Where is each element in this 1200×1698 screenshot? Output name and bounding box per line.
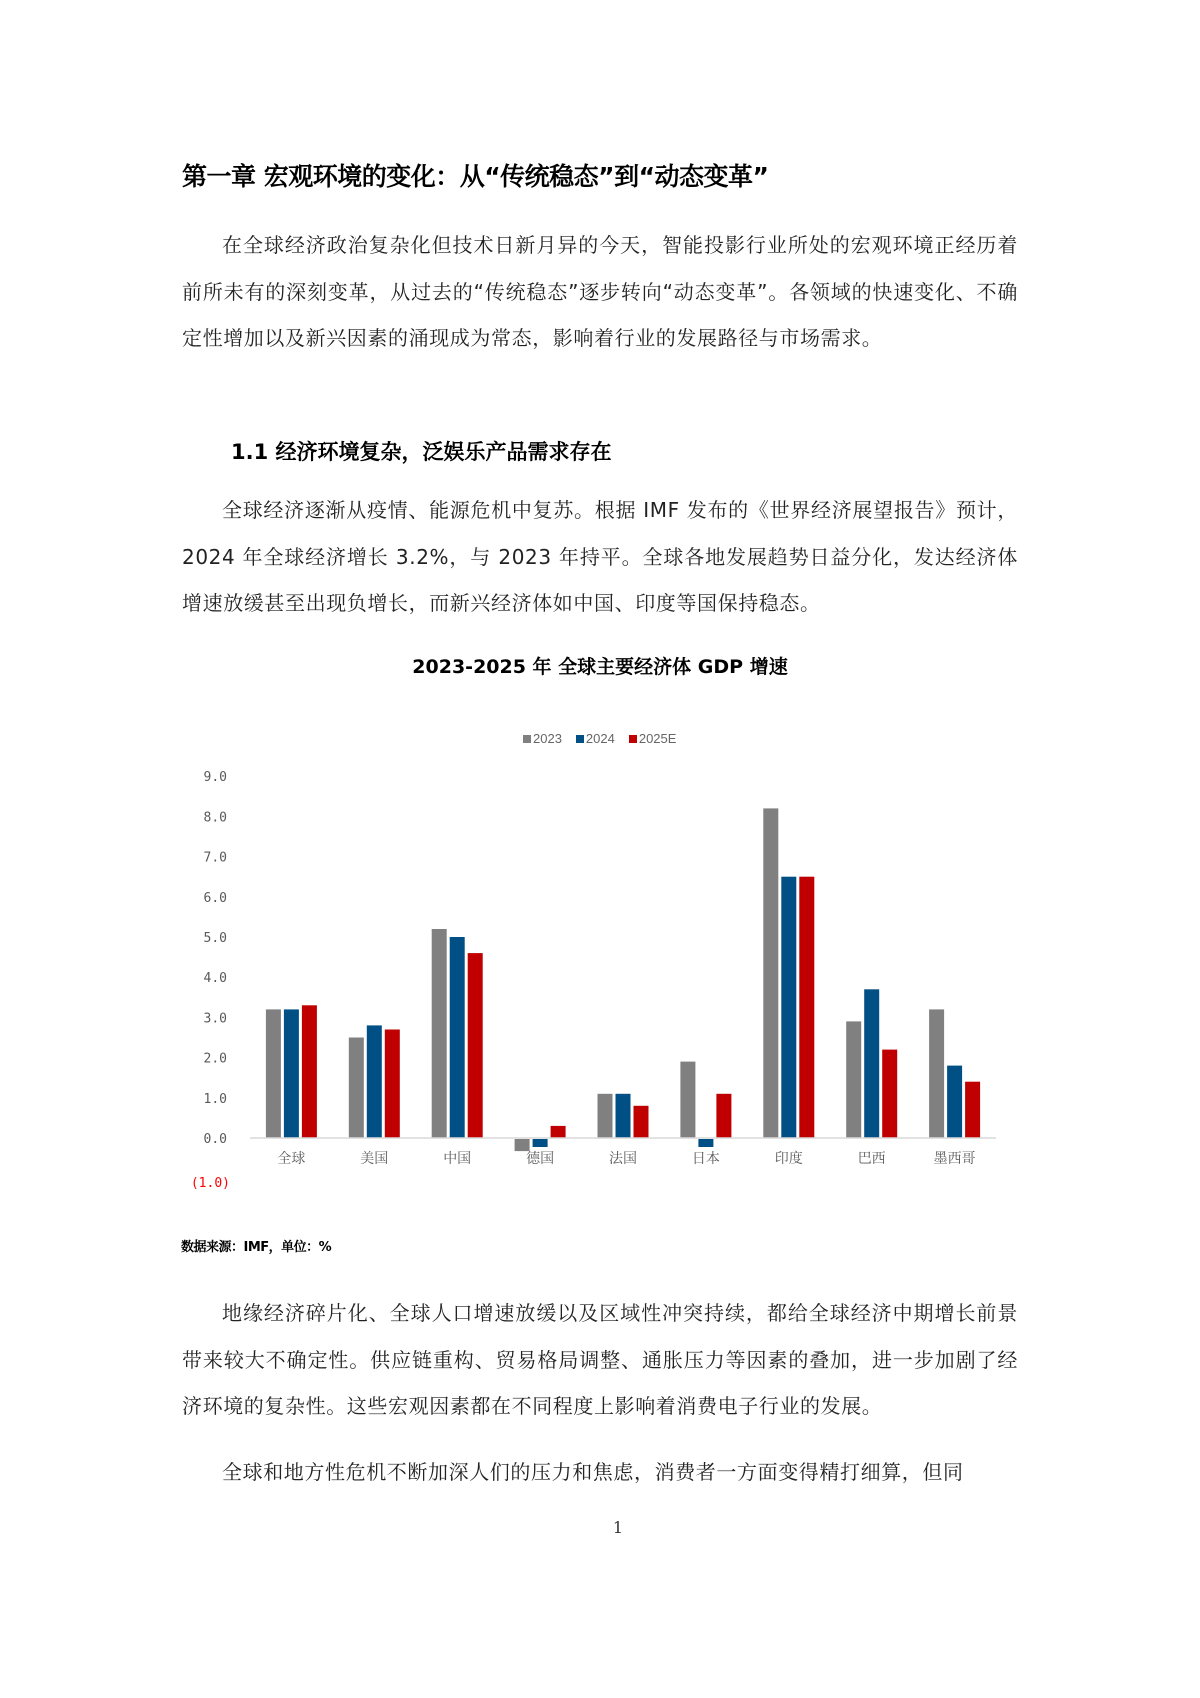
y-tick-label: 9.0 [203,770,227,786]
chapter-title: 第一章 宏观环境的变化：从“传统稳态”到“动态变革” [182,162,769,191]
bar-2023 [432,929,447,1138]
bar-2024 [533,1139,548,1147]
bar-2025E [551,1126,566,1138]
bar-2024 [284,1009,299,1138]
bar-2023 [598,1094,613,1138]
x-category-label: 法国 [609,1151,637,1167]
bar-2024 [947,1066,962,1138]
consumer-paragraph: 全球和地方性危机不断加深人们的压力和焦虑，消费者一方面变得精打细算，但同 [222,1460,964,1484]
x-category-label: 全球 [277,1151,306,1167]
source-note: 数据来源：IMF，单位：% [181,1240,332,1255]
section-title: 1.1 经济环境复杂，泛娱乐产品需求存在 [231,440,612,464]
x-category-label: 墨西哥 [933,1151,976,1167]
y-tick-label: (1.0) [190,1176,230,1192]
page-number: 1 [612,1518,624,1537]
legend-label: 2024 [585,731,615,746]
bar-2024 [864,989,879,1138]
bar-2023 [349,1038,364,1139]
y-tick-label: 1.0 [203,1091,227,1107]
y-tick-label: 4.0 [203,971,227,987]
legend-label: 2023 [533,731,562,746]
bar-2025E [302,1005,317,1138]
y-tick-label: 7.0 [203,850,227,866]
bar-2023 [763,808,778,1138]
bar-2025E [634,1106,649,1138]
x-category-label: 美国 [360,1151,389,1167]
x-category-label: 德国 [526,1151,555,1167]
bar-2025E [965,1082,980,1138]
bar-2025E [385,1030,400,1139]
bar-2024 [367,1025,382,1138]
geo-paragraph: 地缘经济碎片化、全球人口增速放缓以及区域性冲突持续，都给全球经济中期增长前景带来较大不确定性。供应链重构、贸易格局调整、通胀压力等因素的叠加，进一步加剧了经济环境的复杂性。这些宏观因素都在不同程度上影响着消费电子行业的发展。 [182,1301,1018,1419]
bar-2023 [929,1009,944,1138]
bar-2024 [698,1139,713,1147]
y-tick-label: 8.0 [203,810,227,826]
x-category-label: 印度 [774,1151,803,1167]
bar-2025E [716,1094,731,1138]
y-tick-label: 6.0 [203,890,227,906]
bar-2024 [781,877,796,1138]
bar-2023 [515,1139,530,1151]
x-category-label: 巴西 [857,1151,886,1167]
bar-2023 [680,1062,695,1138]
legend-label: 2025E [638,731,677,746]
chart-title-text: 2023-2025 年 全球主要经济体 GDP 增速 [412,656,788,678]
bar-2024 [450,937,465,1138]
bar-2024 [616,1094,631,1138]
y-tick-label: 5.0 [203,931,227,946]
bar-2023 [846,1021,861,1138]
bar-2023 [266,1009,281,1138]
intro-paragraph: 在全球经济政治复杂化但技术日新月异的今天，智能投影行业所处的宏观环境正经历着前所未有的深刻变革，从过去的“传统稳态”逐步转向“动态变革”。各领域的快速变化、不确定性增加以及新兴因素的涌现成为常态，影响着行业的发展路径与市场需求。 [182,233,1018,351]
y-tick-label: 2.0 [203,1051,227,1067]
bar-2025E [799,877,814,1138]
x-category-label: 中国 [443,1151,472,1167]
y-tick-label: 0.0 [203,1132,227,1147]
x-category-label: 日本 [691,1151,720,1167]
bar-2025E [882,1050,897,1138]
economy-paragraph: 全球经济逐渐从疫情、能源危机中复苏。根据 IMF 发布的《世界经济展望报告》预计，2024 年全球经济增长 3.2%，与 2023 年持平。全球各地发展趋势日益分化，发达经济体增速放缓甚至出现负增长，而新兴经济体如中国、印度等国保持稳态。 [182,498,1018,616]
bar-2025E [468,953,483,1138]
y-tick-label: 3.0 [203,1011,227,1027]
